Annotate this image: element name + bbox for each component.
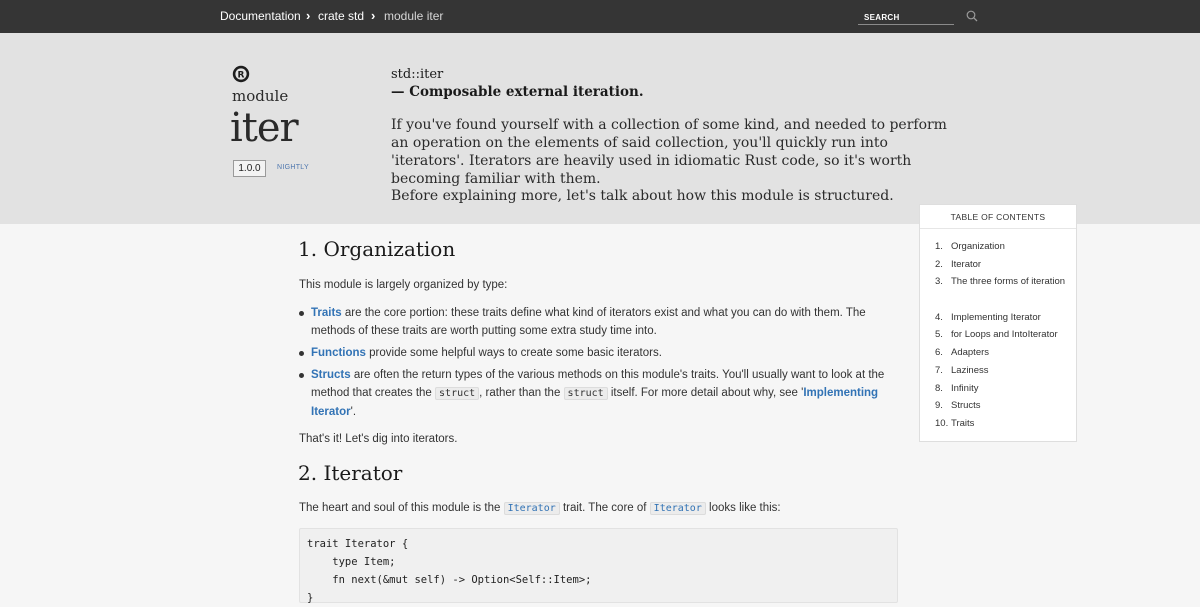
chevron-right-icon: › [306, 8, 311, 23]
toc-item[interactable] [920, 380, 1076, 398]
table-of-contents [919, 204, 1077, 442]
list-item-text: are often the return types of the various methods on this module's traits. You'll usually want to look at the method that creates the [311, 369, 885, 399]
intro-paragraph: If you've found yourself with a collection of some kind, and needed to perform an operation on the elements of said collection, you'll quickly run into 'iterators'. Iterators are heavily used in idiomatic Rust code, so it's worth becoming familiar with them. [391, 117, 947, 187]
toc-title: TABLE OF CONTENTS [920, 205, 1076, 229]
toc-label[interactable]: for Loops and IntoIterator [951, 329, 1058, 341]
toc-item[interactable] [920, 256, 1076, 274]
toc-label[interactable]: Laziness [951, 364, 989, 376]
breadcrumb-documentation[interactable]: Documentation [220, 9, 301, 23]
toc-label[interactable]: The three forms of iteration [951, 276, 1066, 288]
toc-item[interactable] [920, 273, 1076, 308]
toc-label[interactable]: Infinity [951, 382, 979, 394]
toc-label[interactable]: Traits [951, 417, 975, 429]
toc-number: 3. [935, 276, 943, 288]
toc-number: 10. [935, 417, 949, 429]
toc-list [920, 238, 1076, 433]
iterator-link[interactable]: Iterator [650, 502, 706, 515]
toc-number: 6. [935, 347, 943, 359]
list-item [299, 366, 899, 421]
toc-item[interactable] [920, 326, 1076, 344]
search-input[interactable] [864, 10, 952, 24]
code-line: type Item; [307, 556, 396, 568]
implementing-iterator-link[interactable]: Implementing Iterator [311, 387, 879, 418]
paragraph: This module is largely organized by type: [299, 279, 508, 291]
iterator-link[interactable]: Iterator [504, 502, 560, 515]
section-heading-organization: 1. Organization [298, 237, 456, 261]
breadcrumb-module-iter: module iter [384, 9, 444, 23]
code-line: } [307, 592, 314, 604]
toc-number: 9. [935, 400, 943, 412]
toc-number: 5. [935, 329, 943, 341]
toc-number: 4. [935, 311, 943, 323]
toc-label[interactable]: Adapters [951, 347, 990, 359]
toc-item[interactable] [920, 362, 1076, 380]
functions-link[interactable]: Functions [311, 347, 366, 359]
intro-paragraph-2: Before explaining more, let's talk about how this module is structured. [391, 188, 894, 204]
search-icon[interactable] [966, 10, 978, 22]
module-path: std::iter [391, 67, 444, 82]
inline-code: struct [435, 387, 479, 400]
type-list [299, 304, 899, 425]
chevron-right-icon: › [371, 8, 376, 23]
paragraph-text: The heart and soul of this module is the [299, 502, 504, 514]
list-item [299, 304, 899, 340]
structs-link[interactable]: Structs [311, 369, 351, 381]
toc-item[interactable] [920, 309, 1076, 327]
toc-label[interactable]: Iterator [951, 258, 982, 270]
paragraph-text: trait. The core of [559, 502, 650, 514]
svg-text:R: R [237, 70, 245, 81]
list-item-text: are the core portion: these traits define what kind of iterators exist and what you can do with them. The methods of these traits are worth putting some extra study time into. [311, 307, 866, 337]
traits-link[interactable]: Traits [311, 307, 342, 319]
nightly-link[interactable]: NIGHTLY [277, 164, 309, 171]
version-badge[interactable]: 1.0.0 [233, 160, 266, 177]
code-text [307, 535, 591, 607]
list-item-text: , rather than the [479, 387, 564, 399]
code-line: fn next(&mut self) -> Option<Self::Item>; [307, 574, 592, 586]
list-item-text: provide some helpful ways to create some basic iterators. [365, 347, 662, 359]
toc-label[interactable]: Implementing Iterator [951, 311, 1041, 323]
toc-number: 1. [935, 241, 943, 252]
list-item-text: itself. For more detail about why, see ' [607, 387, 804, 399]
code-line: trait Iterator { [307, 538, 409, 550]
paragraph-text: looks like this: [705, 502, 781, 514]
toc-item[interactable] [920, 415, 1076, 433]
inline-code: struct [564, 387, 608, 400]
code-block [299, 528, 898, 603]
toc-number: 2. [935, 258, 943, 270]
search-box [858, 10, 954, 25]
toc-item[interactable] [920, 397, 1076, 415]
toc-label[interactable]: Organization [951, 241, 1005, 252]
paragraph: That's it! Let's dig into iterators. [299, 433, 458, 445]
list-item [299, 344, 899, 362]
module-name: iter [230, 105, 298, 151]
toc-item[interactable] [920, 238, 1076, 256]
module-tagline: — Composable external iteration. [391, 84, 644, 100]
toc-label[interactable]: Structs [951, 400, 981, 412]
item-kind: module [232, 87, 289, 105]
breadcrumb-crate-std[interactable]: crate std [318, 9, 365, 23]
list-item-text: '. [350, 406, 357, 418]
top-nav [0, 0, 1200, 33]
rust-logo-icon[interactable] [232, 65, 250, 83]
toc-item[interactable] [920, 344, 1076, 362]
toc-number: 7. [935, 364, 943, 376]
paragraph [299, 499, 781, 518]
toc-number: 8. [935, 382, 943, 394]
section-heading-iterator: 2. Iterator [298, 461, 403, 485]
